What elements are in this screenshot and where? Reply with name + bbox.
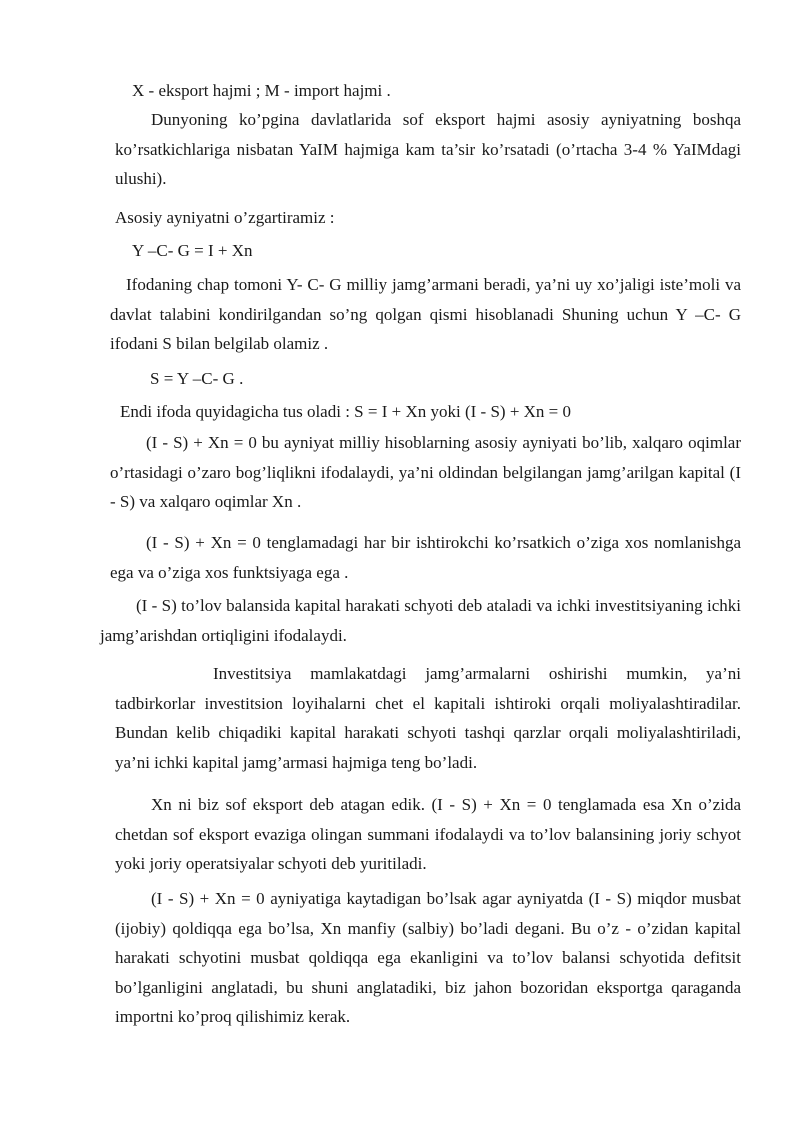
paragraph-current-account: Xn ni biz sof eksport deb atagan edik. (I - S) + Xn = 0 tenglamada esa Xn o’zida chetdan sof eksport evaziga olingan summani ifodalaydi va to’lov balansining joriy schyot yoki joriy operatsiyalar schyoti deb yuritiladi. <box>115 795 741 873</box>
paragraph-identity-form: Endi ifoda quyidagicha tus oladi : S = I + Xn yoki (I - S) + Xn = 0 <box>120 402 572 421</box>
paragraph-capital-account: (I - S) to’lov balansida kapital harakati schyoti deb ataladi va ichki investitsiyaning ichki jamg’arishdan ortiqligini ifodalaydi. <box>100 596 741 645</box>
paragraph-equation-participants: (I - S) + Xn = 0 tenglamadagi har bir ishtirokchi ko’rsatkich o’ziga xos nomlanishga ega va o’ziga xos funktsiyaga ega . <box>110 533 741 582</box>
paragraph-transform-identity: Asosiy ayniyatni o’zgartiramiz : <box>115 208 335 227</box>
paragraph-net-export-share: Dunyoning ko’pgina davlatlarida sof eksport hajmi asosiy ayniyatning boshqa ko’rsatkichlariga nisbatan YaIM hajmiga kam ta’sir ko’rsatadi (o’rtacha 3-4 % YaIMdagi ulushi). <box>115 110 741 188</box>
paragraph-main-identity: (I - S) + Xn = 0 bu ayniyat milliy hisoblarning asosiy ayniyati bo’lib, xalqaro oqimlar o’rtasidagi o’zaro bog’liqlikni ifodalaydi, ya’ni oldindan belgilangan jamg’arilgan kapital (I - S) va xalqaro oqimlar Xn . <box>110 433 741 511</box>
paragraph-investment: Investitsiya mamlakatdagi jamg’armalarni oshirishi mumkin, ya’ni tadbirkorlar investitsion loyihalarni chet el kapitali ishtiroki orqali moliyalashtiradilar. Bundan kelib chiqadiki kapital harakati schyoti tashqi qarzlar orqali moliyalashtiriladi, ya’ni ichki kapital jamg’armasi hajmiga teng bo’ladi. <box>115 664 741 772</box>
formula-saving: S = Y –C- G . <box>150 369 244 388</box>
formula-identity: Y –C- G = I + Xn <box>132 241 253 260</box>
variable-definitions: X - eksport hajmi ; M - import hajmi . <box>132 81 391 100</box>
paragraph-national-saving: Ifodaning chap tomoni Y- C- G milliy jamg’armani beradi, ya’ni uy xo’jaligi iste’moli va davlat talabini kondirilgandan so’ng qolgan qismi hisoblanadi Shuning uchun Y –C- G ifodani S bilan belgilab olamiz . <box>110 275 741 353</box>
paragraph-deficit: (I - S) + Xn = 0 ayniyatiga kaytadigan bo’lsak agar ayniyatda (I - S) miqdor musbat (ijobiy) qoldiqqa ega bo’lsa, Xn manfiy (salbiy) bo’ladi degani. Bu o’z - o’zidan kapital harakati schyotini musbat qoldiqqa ega ekanligini va to’lov balansi schyotida defitsit bo’lganligini anglatadi, bu shuni anglatadiki, biz jahon bozoridan eksportga qaraganda importni ko’proq qilishimiz kerak. <box>115 889 741 1026</box>
